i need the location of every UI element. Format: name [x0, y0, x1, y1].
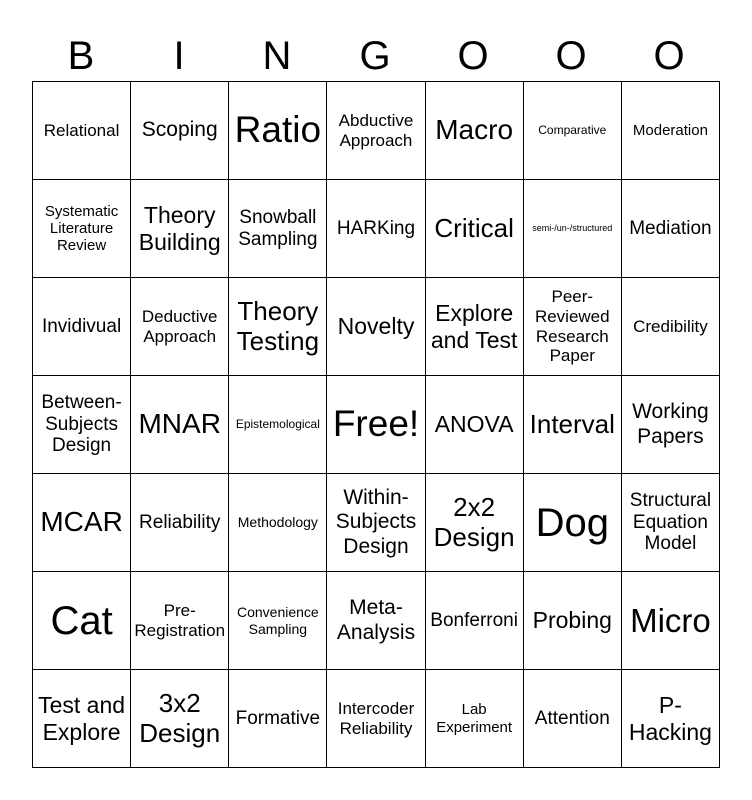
bingo-cell[interactable]: MNAR	[131, 376, 229, 474]
bingo-cell[interactable]: Mediation	[622, 180, 720, 278]
header-letter: G	[359, 34, 391, 78]
bingo-cell[interactable]: Micro	[622, 572, 720, 670]
bingo-cell[interactable]: Reliability	[131, 474, 229, 572]
bingo-cell[interactable]: Epistemological	[229, 376, 327, 474]
bingo-cell[interactable]: Methodology	[229, 474, 327, 572]
bingo-cell[interactable]: 2x2 Design	[426, 474, 524, 572]
header-letter: B	[67, 34, 95, 78]
bingo-cell[interactable]: Bonferroni	[426, 572, 524, 670]
bingo-cell[interactable]: Theory Building	[131, 180, 229, 278]
bingo-cell[interactable]: Comparative	[524, 82, 622, 180]
header-letter: I	[173, 34, 185, 78]
bingo-cell[interactable]: Macro	[426, 82, 524, 180]
bingo-cell[interactable]: Deductive Approach	[131, 278, 229, 376]
bingo-cell[interactable]: Dog	[524, 474, 622, 572]
bingo-cell[interactable]: Cat	[33, 572, 131, 670]
bingo-cell[interactable]: Structural Equation Model	[622, 474, 720, 572]
bingo-cell[interactable]: P-Hacking	[622, 670, 720, 768]
bingo-cell[interactable]: Explore and Test	[426, 278, 524, 376]
bingo-cell[interactable]: Peer-Reviewed Research Paper	[524, 278, 622, 376]
header-letter: O	[457, 34, 489, 78]
bingo-cell[interactable]: Moderation	[622, 82, 720, 180]
bingo-cell[interactable]: Meta-Analysis	[327, 572, 425, 670]
bingo-cell[interactable]: semi-/un-/structured	[524, 180, 622, 278]
bingo-cell[interactable]: Test and Explore	[33, 670, 131, 768]
header-letter: N	[262, 34, 292, 78]
bingo-cell[interactable]: Credibility	[622, 278, 720, 376]
bingo-cell[interactable]: Novelty	[327, 278, 425, 376]
bingo-cell[interactable]: 3x2 Design	[131, 670, 229, 768]
bingo-cell[interactable]: Probing	[524, 572, 622, 670]
bingo-cell[interactable]: Convenience Sampling	[229, 572, 327, 670]
bingo-cell[interactable]: Attention	[524, 670, 622, 768]
bingo-cell[interactable]: Critical	[426, 180, 524, 278]
header-letter: O	[555, 34, 587, 78]
bingo-cell[interactable]: Pre-Registration	[131, 572, 229, 670]
bingo-cell[interactable]: Formative	[229, 670, 327, 768]
bingo-cell[interactable]: Scoping	[131, 82, 229, 180]
bingo-cell[interactable]: Working Papers	[622, 376, 720, 474]
bingo-cell[interactable]: Free!	[327, 376, 425, 474]
bingo-cell[interactable]: ANOVA	[426, 376, 524, 474]
bingo-cell[interactable]: Invidivual	[33, 278, 131, 376]
bingo-board	[32, 81, 720, 768]
header-letter: O	[653, 34, 685, 78]
bingo-cell[interactable]: Ratio	[229, 82, 327, 180]
bingo-cell[interactable]: HARKing	[327, 180, 425, 278]
bingo-cell[interactable]: Interval	[524, 376, 622, 474]
bingo-cell[interactable]: Systematic Literature Review	[33, 180, 131, 278]
bingo-cell[interactable]: Relational	[33, 82, 131, 180]
bingo-cell[interactable]: Abductive Approach	[327, 82, 425, 180]
bingo-cell[interactable]: Theory Testing	[229, 278, 327, 376]
bingo-cell[interactable]: Lab Experiment	[426, 670, 524, 768]
bingo-header	[32, 30, 720, 82]
bingo-cell[interactable]: Snowball Sampling	[229, 180, 327, 278]
bingo-cell[interactable]: Intercoder Reliability	[327, 670, 425, 768]
bingo-cell[interactable]: Between-Subjects Design	[33, 376, 131, 474]
bingo-cell[interactable]: MCAR	[33, 474, 131, 572]
bingo-cell[interactable]: Within-Subjects Design	[327, 474, 425, 572]
